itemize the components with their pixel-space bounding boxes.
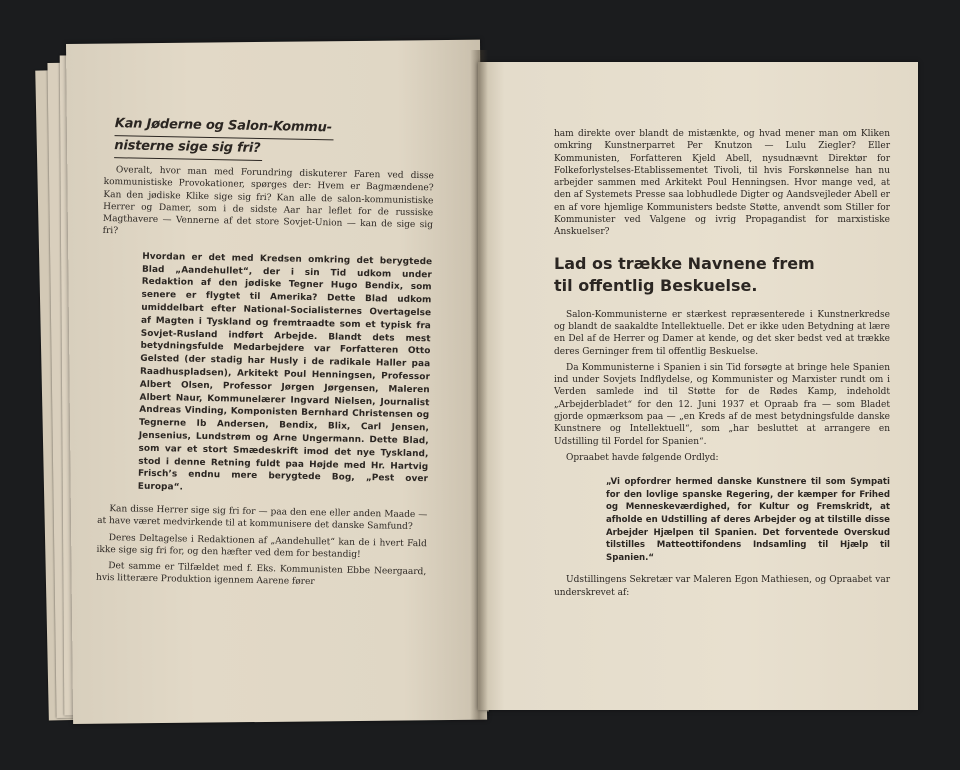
paragraph: Da Kommunisterne i Spanien i sin Tid forsøgte at bringe hele Spanien ind under Sovjets Indflydelse, og Kommunister og Marxister rundt om i Verden samlede ind til Støtte for de Rødes Kamp, indeholdt „Arbejderbladet“ for den 12. Juni 1937 et Opraab fra — som Bladet gjorde opmærksom paa — „en Kreds af de mest betydningsfulde danske Kunstnere og Intellektuell“, som „har besluttet at arrangere en Udstilling til Fordel for Spanien“. [554,362,890,447]
left-page-text [96,60,436,591]
paragraph: Det samme er Tilfældet med f. Eks. Kommunisten Ebbe Neergaard, hvis litterære Produktion igennem Aarene fører [95,561,427,588]
heading-line-2: til offentlig Beskuelse. [554,275,758,295]
right-page-text [554,128,890,599]
paragraph: Deres Deltagelse i Redaktionen af „Aandehullet“ kan de i hvert Fald ikke sige sig fri for, og den hæfter ved dem for bestandig! [96,532,427,560]
paragraph: Overalt, hvor man med Forundring diskuterer Faren ved disse kommunistiske Provokationer, spørges der: Hvem er Bagmændene? Kan den jødiske Klike sige sig fri? Kan alle de salon-kommunistiske Herrer og Damer, som i de sidste Aar har leflet for de russiske Magthavere — Vennerne af det store Sovjet-Union — kan de sige sig fri? [102,165,434,237]
paragraph: Udstillingens Sekretær var Maleren Egon Mathiesen, og Opraabet var underskrevet af: [554,575,890,598]
heading-line-1: Kan Jøderne og Salon-Kommu- [115,114,334,140]
book-gutter [470,50,488,720]
paragraph: Salon-Kommunisterne er stærkest repræsenterede i Kunstnerkredse og blandt de saakaldte Intellektuelle. Det er ikke uden Betydning at lære en Del af de Herrer og Damer at kende, og det sker bedst ved at trække deres Gerninger frem til offentlig Beskuelse. [554,309,890,357]
paragraph: ham direkte over blandt de mistænkte, og hvad mener man om Kliken omkring Kunstnerparret Per Knutzon — Lulu Ziegler? Eller Kommunisten, Forfatteren Kjeld Abell, nysudnævnt Direktør for Folkeforlystelses-Etablissementet Tivoli, til hvis Forskønnelse han nu arbejder sammen med Arkitekt Poul Henningsen. Hvor mange ved, at den af Systemets Presse saa lobhudlede Digter og Aandsvejleder Abell er en af vore hjemlige Kommunisters bedste Støtte, anvendt som Stiller for Kommunister ved Valgene og ivrig Propagandist for marxistiske Anskuelser? [554,129,890,238]
paragraph: Kan disse Herrer sige sig fri for — paa den ene eller anden Maade — at have været medvirkende til at kommunisere det danske Samfund? [97,504,428,533]
right-page-heading [554,253,890,297]
heading-line-1: Lad os trække Navnene frem [554,253,815,273]
paragraph: Opraabet havde følgende Ordlyd: [566,452,719,463]
heading-line-2: nisterne sige sig fri? [114,136,262,161]
left-page-heading [114,114,435,164]
bold-paragraph: „Vi opfordrer hermed danske Kunstnere til som Sympati for den lovlige spanske Regering, der kæmper for Frihed og Menneskeværdighed, for Kultur og Fremskridt, at afholde en Udstilling af deres Arbejder og at tilstille disse Arbejder Hjælpen til Spanien. Det forventede Overskud tilstilles Matteottifondens Indsamling til Hjælp til Spanien.“ [606,477,890,563]
bold-paragraph: Hvordan er det med Kredsen omkring det berygtede Blad „Aandehullet“, der i sin Tid udkom under Redaktion af den jødiske Tegner Hugo Bendix, som senere er flygtet til Amerika? Dette Blad udkom umiddelbart efter National-Socialisternes Overtagelse af Magten i Tyskland og fremtraadte som et typisk fra Sovjet-Rusland indført Arbejde. Blandt dets mest betydningsfulde Medarbejdere var Forfatteren Otto Gelsted (der stadig har Husly i de radikale Haller paa Raadhuspladsen), Arkitekt Poul Henningsen, Professor Albert Olsen, Professor Jørgen Jørgensen, Maleren Albert Naur, Kommunelærer Ingvard Nielsen, Journalist Andreas Vinding, Komponisten Bernhard Christensen og Tegnerne Ib Andersen, Bendix, Blix, Carl Jensen, Jensenius, Lundstrøm og Arne Ungermann. Dette Blad, som var et stort Smædeskrift imod det nye Tyskland, stod i denne Retning fuldt paa Højde med Hr. Hartvig Frisch’s endnu mere berygtede Bog, „Pest over Europa“. [137,251,433,493]
